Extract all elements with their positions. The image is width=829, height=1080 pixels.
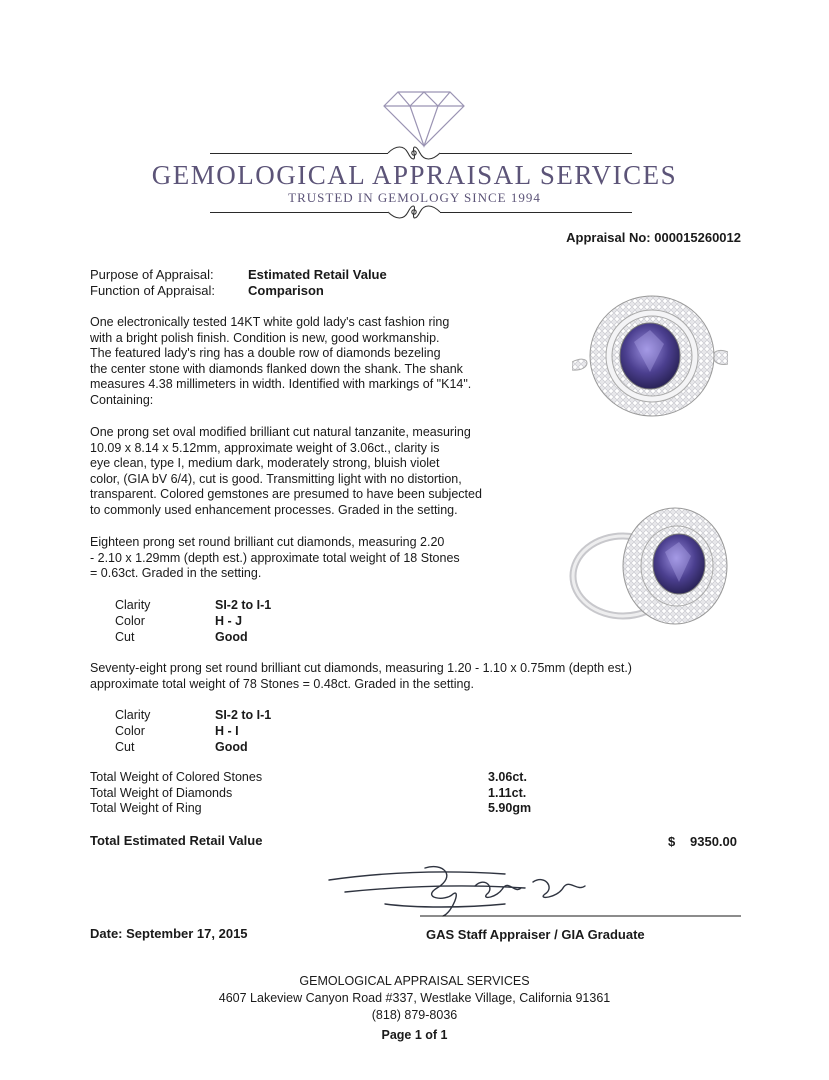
footer-company: GEMOLOGICAL APPRAISAL SERVICES xyxy=(299,974,530,988)
company-tagline: TRUSTED IN GEMOLOGY SINCE 1994 xyxy=(288,190,541,205)
diamond-group-2-grade-values: SI-2 to I-1 H - I Good xyxy=(215,708,272,754)
purpose-label: Purpose of Appraisal: xyxy=(90,267,214,282)
flourish-ornament-icon xyxy=(386,203,442,221)
logo-top-rule-left xyxy=(210,153,388,154)
company-name-logo: GEMOLOGICAL APPRAISAL SERVICES xyxy=(151,160,678,190)
ring-photo-top-view xyxy=(572,292,728,422)
retail-value-label: Total Estimated Retail Value xyxy=(90,833,263,848)
logo-bottom-rule-left xyxy=(210,212,388,213)
function-value: Comparison xyxy=(248,283,324,298)
ring-photo-side-view xyxy=(565,506,735,631)
diamond-group-2-grade-labels: Clarity Color Cut xyxy=(115,708,151,754)
purpose-value: Estimated Retail Value xyxy=(248,267,387,282)
totals-values: 3.06ct. 1.11ct. 5.90gm xyxy=(488,770,532,815)
signature-mark xyxy=(325,858,745,924)
retail-value-currency: $ xyxy=(668,834,676,849)
diamond-group-1-grade-labels: Clarity Color Cut xyxy=(115,598,151,644)
ring-description: One electronically tested 14KT white gold lady's cast fashion ring with a bright polish finish. Condition is new, good workmanship. The featured lady's ring has a double row of diamonds bezeling the center stone with diamonds flanked down the shank. The shank measures 4.38 millimeters in width. Identified with markings of "K14". Containing: xyxy=(90,315,472,407)
logo-bottom-rule-right xyxy=(440,212,632,213)
diamond-group-1-description: Eighteen prong set round brilliant cut diamonds, measuring 2.20 - 2.10 x 1.29mm (depth est.) approximate total weight of 18 Stones = 0.63ct. Graded in the setting. xyxy=(90,535,460,580)
diamond-logo-icon xyxy=(382,88,466,148)
footer-page-number: Page 1 of 1 xyxy=(381,1028,448,1042)
totals-labels: Total Weight of Colored Stones Total Weight of Diamonds Total Weight of Ring xyxy=(90,770,263,815)
diamond-group-2-description: Seventy-eight prong set round brilliant cut diamonds, measuring 1.20 - 1.10 x 0.75mm (depth est.) approximate total weight of 78 Stones = 0.48ct. Graded in the setting. xyxy=(90,661,632,691)
footer-block xyxy=(0,973,829,1044)
footer-address: 4607 Lakeview Canyon Road #337, Westlake Village, California 91361 xyxy=(218,991,611,1005)
appraisal-date: Date: September 17, 2015 xyxy=(90,926,248,941)
logo-top-rule-right xyxy=(440,153,632,154)
diamond-group-1-grade-values: SI-2 to I-1 H - J Good xyxy=(215,598,272,644)
center-stone-description: One prong set oval modified brilliant cut natural tanzanite, measuring 10.09 x 8.14 x 5.12mm, approximate weight of 3.06ct., clarity is eye clean, type I, medium dark, moderately strong, bluish violet color, (GIA bV 6/4), cut is good. Transmitting light with no distortion, transparent. Colored gemstones are presumed to have been subjected to commonly used enhancement processes. Graded in the setting. xyxy=(90,425,482,517)
function-label: Function of Appraisal: xyxy=(90,283,216,298)
retail-value-amount: 9350.00 xyxy=(690,834,737,849)
signer-title: GAS Staff Appraiser / GIA Graduate xyxy=(426,927,645,942)
appraisal-number: Appraisal No: 000015260012 xyxy=(566,230,741,245)
footer-phone: (818) 879-8036 xyxy=(371,1008,458,1022)
